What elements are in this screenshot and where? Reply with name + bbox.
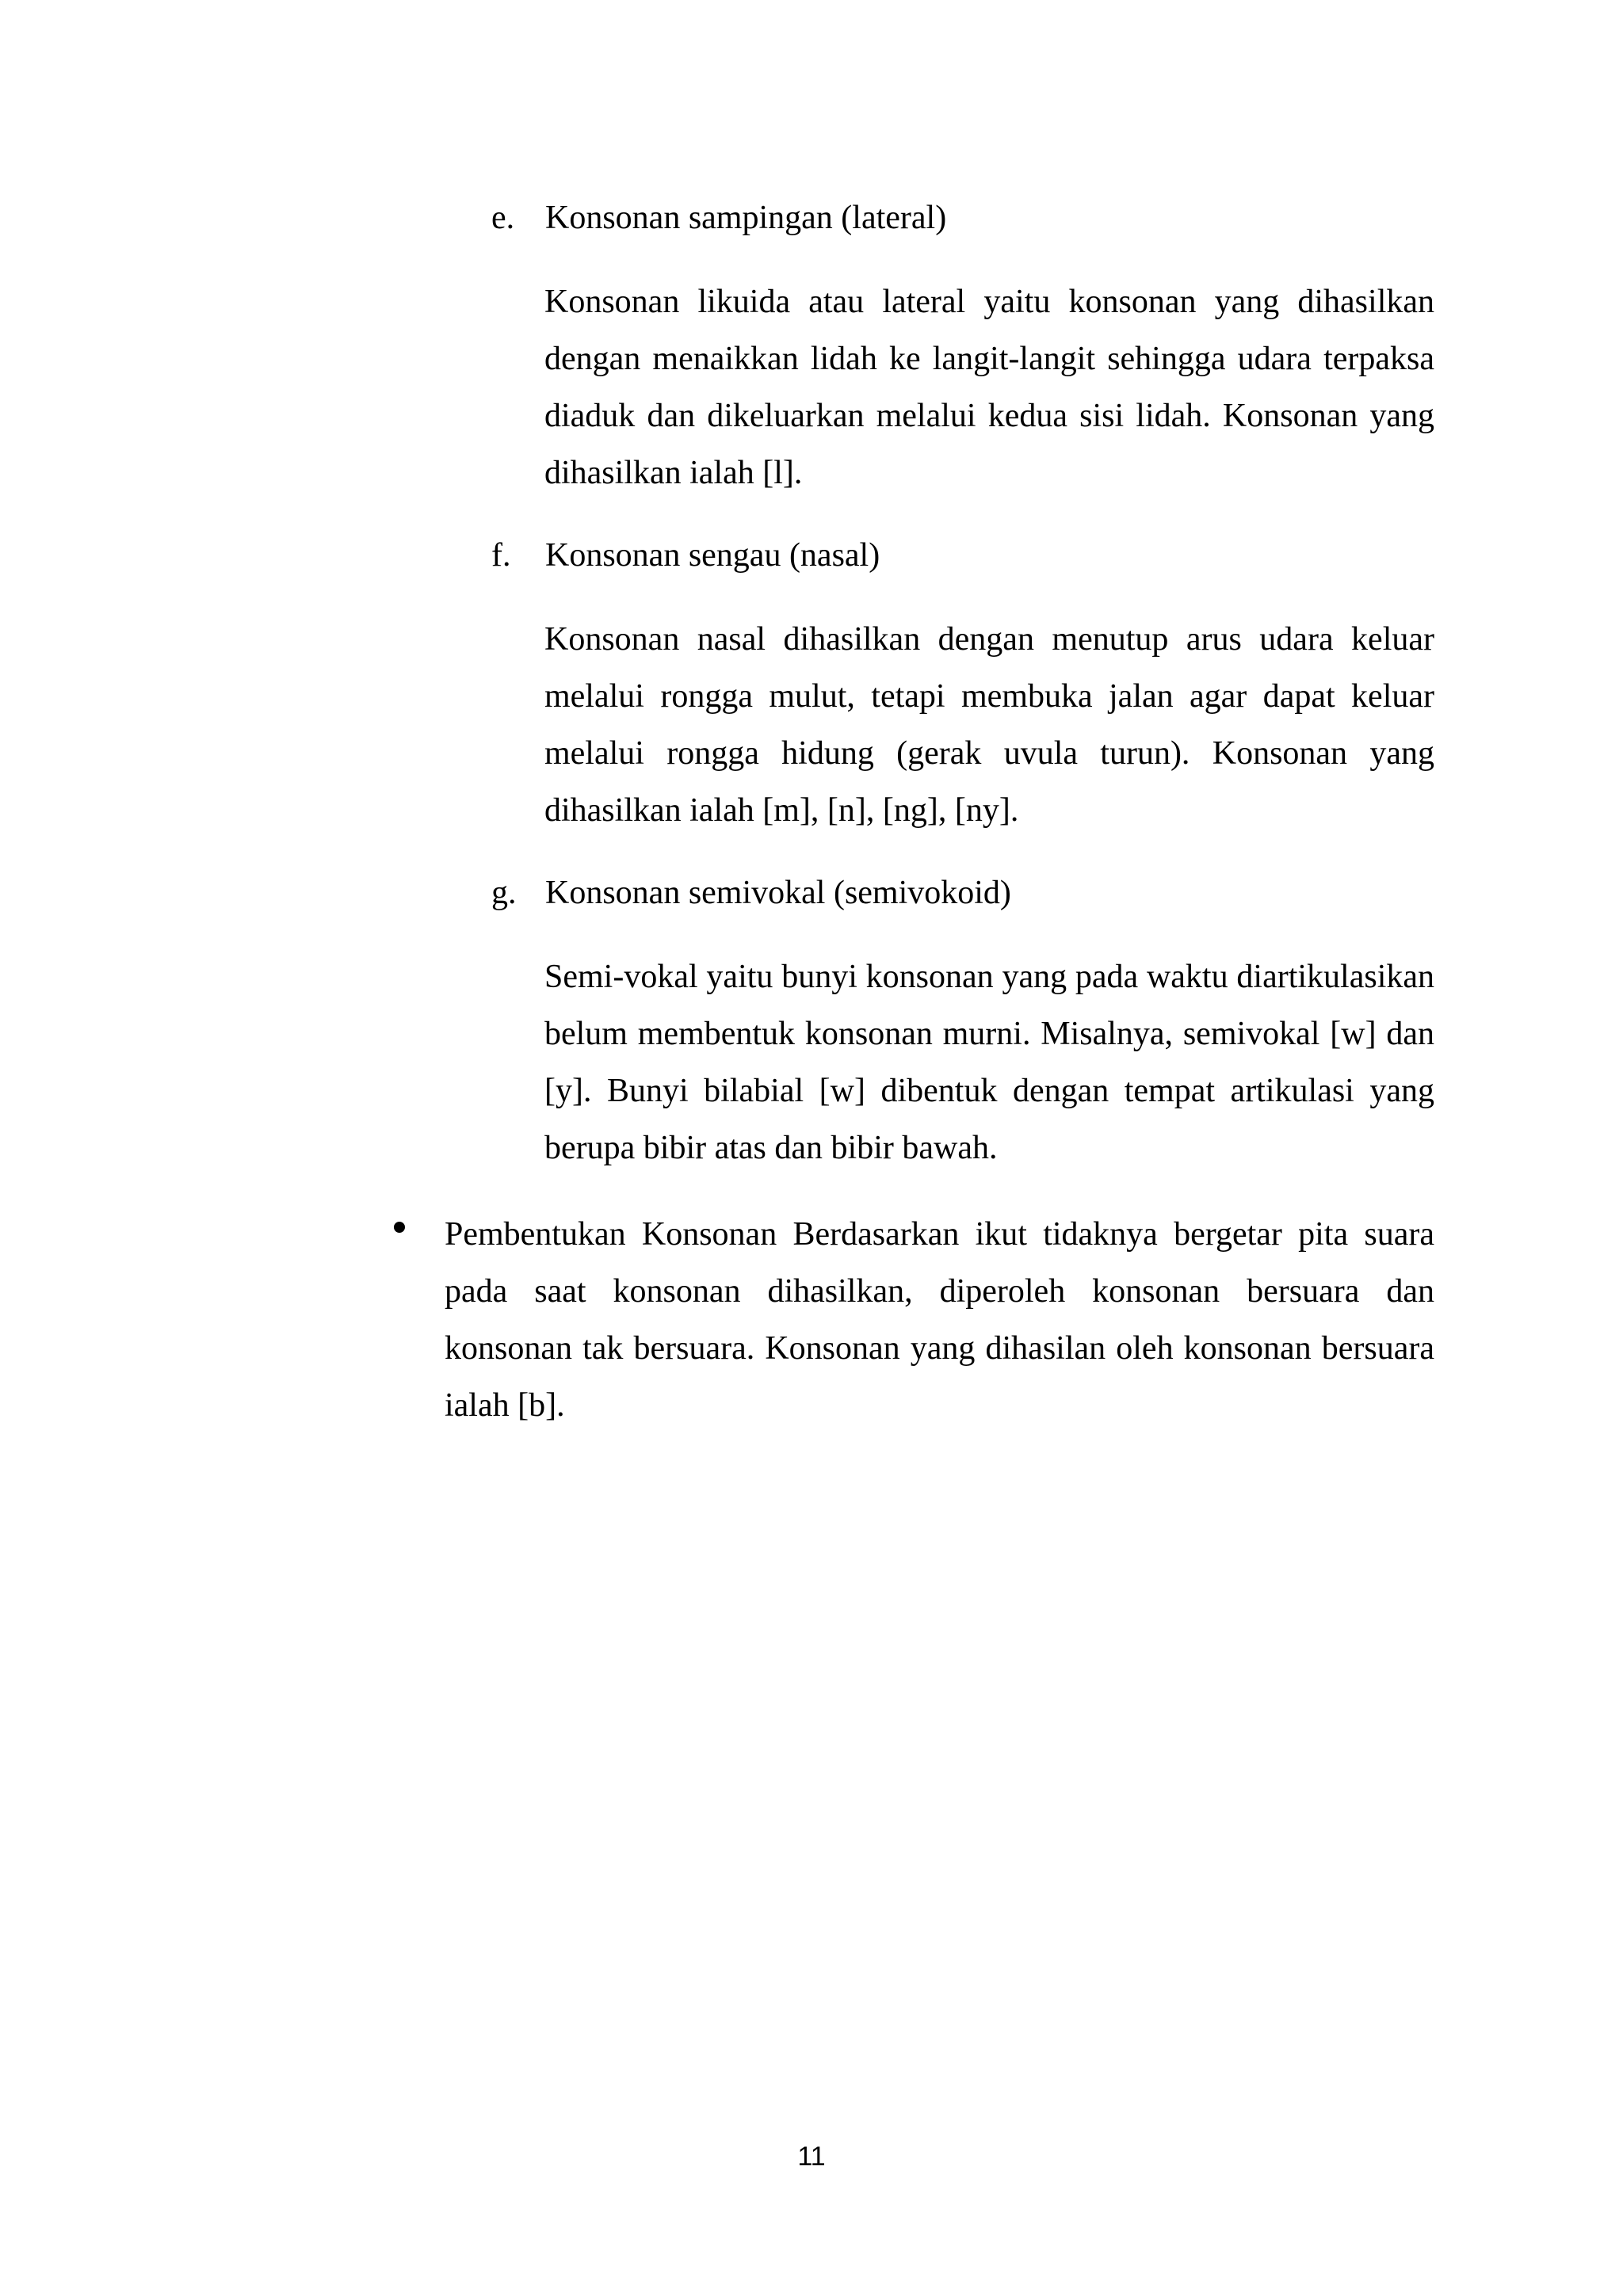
list-item-paragraph-g: Semi-vokal yaitu bunyi konsonan yang pada waktu diartikulasikan belum membentuk konsonan murni. Misalnya, semivokal [w] dan [y]. Bunyi bilabial [w] dibentuk dengan tempat artikulasi yang berupa bibir atas dan bibir bawah. <box>544 959 1434 1166</box>
list-item-title: Konsonan sampingan (lateral) <box>545 200 947 236</box>
list-item-heading-f <box>491 536 880 575</box>
list-item-paragraph-f: Konsonan nasal dihasilkan dengan menutup arus udara keluar melalui rongga mulut, tetapi membuka jalan agar dapat keluar melalui rongga hidung (gerak uvula turun). Konsonan yang dihasilkan ialah [m], [n], [ng], [ny]. <box>544 621 1434 829</box>
bullet-paragraph: Pembentukan Konsonan Berdasarkan ikut tidaknya bergetar pita suara pada saat konsonan dihasilkan, diperoleh konsonan bersuara dan konsonan tak bersuara. Konsonan yang dihasilan oleh konsonan bersuara ialah [b]. <box>445 1216 1434 1424</box>
list-item-paragraph-e: Konsonan likuida atau lateral yaitu konsonan yang dihasilkan dengan menaikkan lidah ke langit-langit sehingga udara terpaksa diaduk dan dikeluarkan melalui kedua sisi lidah. Konsonan yang dihasilkan ialah [l]. <box>544 284 1434 491</box>
list-item-letter: f. <box>491 537 511 574</box>
list-item-letter: g. <box>491 875 517 911</box>
bullet-icon <box>394 1222 405 1233</box>
list-item-title: Konsonan semivokal (semivokoid) <box>545 875 1011 911</box>
list-item-heading-e <box>491 198 946 238</box>
list-item-title: Konsonan sengau (nasal) <box>545 537 880 574</box>
list-item-heading-g <box>491 873 1011 913</box>
list-item-letter: e. <box>491 200 515 236</box>
page-number: 11 <box>797 2142 826 2172</box>
